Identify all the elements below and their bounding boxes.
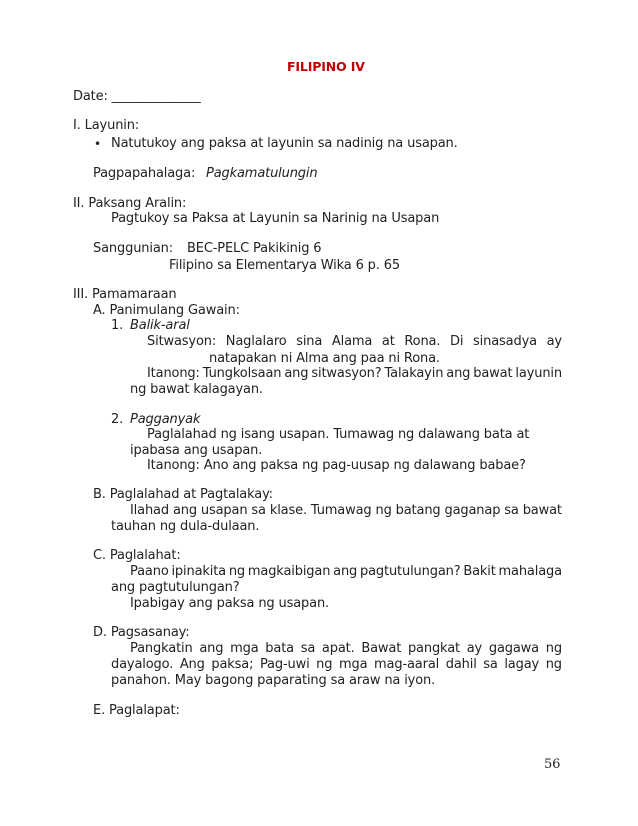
justified-word: sa <box>504 503 519 518</box>
justified-word: sitwasyon? <box>311 366 382 381</box>
b-line-2: tauhan ng dula-dulaan. <box>111 519 260 534</box>
justified-word: ay <box>546 334 562 349</box>
justified-word: apat. <box>321 641 355 656</box>
justified-word: gagawa <box>488 641 539 656</box>
justified-word: Ilahad <box>130 503 169 518</box>
pagpapahalaga-label: Pagpapahalaga: <box>93 166 196 181</box>
c-line-3: Ipabigay ang paksa ng usapan. <box>130 596 330 611</box>
justified-word: sa <box>483 657 498 672</box>
justified-word: ng <box>545 657 562 672</box>
item-a1-number: 1. <box>111 318 124 333</box>
justified-word: ang <box>333 564 358 579</box>
a1-sitwasyon-line <box>147 334 562 350</box>
subsection-b-heading: B. Paglalahad at Pagtalakay: <box>93 487 273 502</box>
justified-word: Pangkatin <box>130 641 193 656</box>
layunin-item: Natutukoy ang paksa at layunin sa nadinig na usapan. <box>111 136 458 151</box>
subsection-d-heading: D. Pagsasanay: <box>93 625 190 640</box>
justified-word: Rona. <box>404 334 441 349</box>
d-line-2 <box>111 657 562 673</box>
justified-word: ng <box>545 641 562 656</box>
justified-word: gaganap <box>444 503 501 518</box>
justified-word: sa <box>251 503 266 518</box>
justified-word: bawat <box>522 503 562 518</box>
justified-word: sa <box>300 641 316 656</box>
page-number: 56 <box>544 757 561 772</box>
section-pamamaraan-heading: III. Pamamaraan <box>73 287 177 302</box>
sanggunian-label: Sanggunian: <box>93 241 173 256</box>
justified-word: ipinakita <box>171 564 227 579</box>
justified-word: ang <box>284 366 309 381</box>
a2-line-3: Itanong: Ano ang paksa ng pag-uusap ng dalawang babae? <box>147 458 526 473</box>
item-a2-number: 2. <box>111 412 124 427</box>
justified-word: paksa; <box>211 657 254 672</box>
subsection-a-heading: A. Panimulang Gawain: <box>93 303 240 318</box>
section-paksang-aralin-heading: II. Paksang Aralin: <box>73 196 187 211</box>
b-line-1 <box>130 503 562 519</box>
document-title: FILIPINO IV <box>287 59 365 74</box>
item-a2-title: Pagganyak <box>130 412 201 427</box>
justified-word: ng <box>316 657 333 672</box>
justified-word: ng <box>228 564 246 579</box>
a1-tanong-line <box>147 366 562 382</box>
c-line-2: ang pagtutulungan? <box>111 580 240 595</box>
justified-word: Bawat <box>361 641 402 656</box>
justified-word: Naglalaro <box>225 334 287 349</box>
justified-word: bata <box>265 641 294 656</box>
justified-word: mga <box>230 641 259 656</box>
justified-word: ang <box>199 641 224 656</box>
a1-sitwasyon-line-2: natapakan ni Alma ang paa ni Rona. <box>209 351 440 366</box>
justified-word: klase. <box>269 503 307 518</box>
a2-line-2: ipabasa ang usapan. <box>130 443 263 458</box>
sanggunian-ref-1: BEC-PELC Pakikinig 6 <box>187 241 322 256</box>
date-line: Date: ______________ <box>73 89 201 104</box>
paksang-aralin-topic: Pagtukoy sa Paksa at Layunin sa Narinig na Usapan <box>111 211 440 226</box>
subsection-e-heading: E. Paglalapat: <box>93 703 180 718</box>
justified-word: ang <box>172 503 197 518</box>
justified-word: ng <box>375 503 392 518</box>
justified-word: Bakit <box>463 564 496 579</box>
justified-word: sinasadya <box>473 334 537 349</box>
justified-word: Pag-uwi <box>259 657 310 672</box>
justified-word: Itanong: <box>147 366 200 381</box>
justified-word: layunin <box>515 366 562 381</box>
justified-word: ay <box>466 641 483 656</box>
justified-word: dayalogo. <box>111 657 174 672</box>
section-layunin-heading: I. Layunin: <box>73 118 140 133</box>
bullet-icon: • <box>94 137 101 151</box>
justified-word: mahalaga <box>498 564 562 579</box>
justified-word: usapan <box>200 503 248 518</box>
justified-word: Tumawag <box>310 503 372 518</box>
justified-word: batang <box>395 503 441 518</box>
pagpapahalaga-value: Pagkamatulungin <box>206 166 318 181</box>
c-line-1 <box>130 564 562 580</box>
a2-line-1: Paglalahad ng isang usapan. Tumawag ng dalawang bata at <box>147 427 530 442</box>
sanggunian-ref-2: Filipino sa Elementarya Wika 6 p. 65 <box>169 258 400 273</box>
justified-word: Ang <box>179 657 205 672</box>
justified-word: at <box>381 334 395 349</box>
d-line-3: panahon. May bagong paparating sa araw na iyon. <box>111 673 436 688</box>
justified-word: Sitwasyon: <box>147 334 217 349</box>
d-line-1 <box>130 641 562 657</box>
justified-word: Di <box>450 334 464 349</box>
justified-word: dahil <box>445 657 477 672</box>
justified-word: lagay <box>504 657 540 672</box>
subsection-c-heading: C. Paglalahat: <box>93 548 181 563</box>
justified-word: bawat <box>473 366 513 381</box>
justified-word: magkaibigan <box>247 564 331 579</box>
justified-word: sina <box>296 334 323 349</box>
justified-word: ang <box>446 366 471 381</box>
justified-word: Talakayin <box>384 366 444 381</box>
justified-word: pagtutulungan? <box>359 564 461 579</box>
item-a1-title: Balik-aral <box>130 318 190 333</box>
justified-word: Tungkolsaan <box>202 366 282 381</box>
justified-word: Paano <box>130 564 169 579</box>
justified-word: pangkat <box>407 641 460 656</box>
justified-word: mga <box>338 657 368 672</box>
justified-word: Alama <box>331 334 373 349</box>
justified-word: mag-aaral <box>374 657 440 672</box>
a1-tanong-line-2: ng bawat kalagayan. <box>130 382 263 397</box>
